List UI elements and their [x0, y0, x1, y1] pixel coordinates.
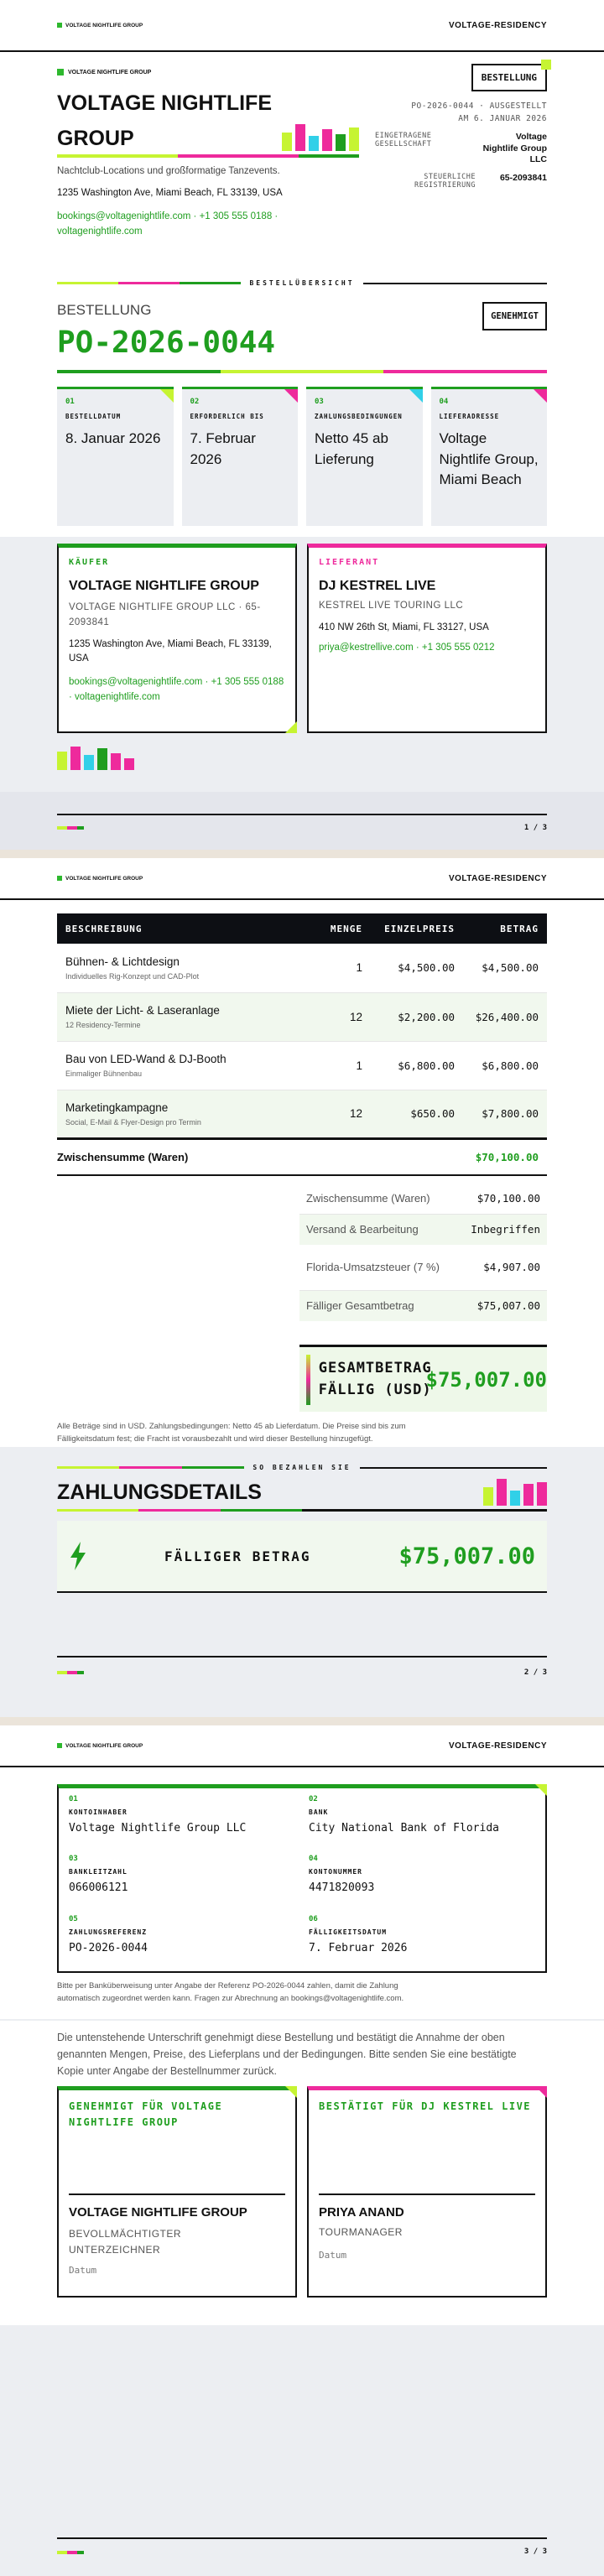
payment-equalizer: [483, 1479, 547, 1506]
card-value: Netto 45 ab Lieferung: [315, 430, 388, 467]
card-payment-terms: [306, 387, 423, 526]
brand-stripe: [57, 154, 359, 158]
col-qty: MENGE: [330, 923, 362, 934]
overview-cards: [57, 387, 547, 526]
bank-field: 02 BANK City National Bank of Florida: [309, 1795, 499, 1834]
card-order-date: [57, 387, 174, 526]
bank-details: [57, 1784, 547, 1973]
signature-date[interactable]: Datum: [319, 2250, 347, 2261]
header-tag: VOLTAGE-RESIDENCY: [448, 873, 547, 883]
due-label: FÄLLIGER BETRAG: [164, 1548, 311, 1564]
logo-square-icon: [57, 23, 62, 28]
bank-field: 03 BANKLEITZAHL 066006121: [69, 1855, 128, 1895]
item-sub: Einmaliger Bühnenbau: [65, 1069, 143, 1078]
page-3: [0, 1725, 604, 2576]
subtotal-label: Zwischensumme (Waren): [57, 1150, 189, 1163]
item-title: Bau von LED-Wand & DJ-Booth: [65, 1053, 226, 1065]
footer-rule: [57, 814, 547, 815]
bank-field: 05 ZAHLUNGSREFERENZ PO-2026-0044: [69, 1914, 148, 1954]
brand-contact: bookings@voltagenightlife.com · +1 305 555 0188 · voltagenightlife.com: [57, 211, 279, 237]
totals-row: Zwischensumme (Waren) $70,100.00: [299, 1183, 547, 1214]
item-qty: 12: [349, 1010, 362, 1023]
signature-line[interactable]: [69, 2194, 285, 2195]
card-label: ERFORDERLICH BIS: [190, 413, 264, 420]
item-amount: $6,800.00: [482, 1059, 539, 1072]
payment-title: ZAHLUNGSDETAILS: [57, 1481, 262, 1504]
signature-intro: Die untenstehende Unterschrift genehmigt diese Bestellung und bestätigt die Annahme der oben genannten Mengen, Preise, des Lieferplans und der Bedingungen. Bitte senden Sie eine bestätigte Kopie unter Angabe der Bestellnummer zurück.: [57, 2032, 517, 2077]
col-amount: BETRAG: [500, 923, 539, 934]
item-unit: $2,200.00: [398, 1010, 455, 1023]
supplier-name: DJ KESTREL LIVE: [319, 579, 436, 593]
overview-kicker: BESTELLUNG: [57, 302, 152, 318]
buyer-name: VOLTAGE NIGHTLIFE GROUP: [69, 579, 259, 593]
payment-kicker: SO BEZAHLEN SIE: [253, 1464, 351, 1471]
card-num: 03: [315, 398, 324, 406]
po-number: PO-2026-0044: [57, 325, 276, 360]
page-separator: [0, 1717, 604, 1725]
signature-box-supplier: [307, 2086, 547, 2298]
overview-divider: [57, 279, 547, 287]
signature-title: BESTÄTIGT FÜR DJ KESTREL LIVE: [319, 2100, 532, 2112]
logo-square-icon: [57, 1743, 62, 1748]
supplier-card: [307, 544, 547, 733]
buyer-card: [57, 544, 297, 733]
footer-rule: [57, 1656, 547, 1657]
table-row: [57, 944, 547, 992]
card-label: ZAHLUNGSBEDINGUNGEN: [315, 413, 403, 420]
page-number: 3 / 3: [523, 2547, 547, 2556]
page-header: [0, 0, 604, 52]
table-row: [57, 992, 547, 1041]
brand-equalizer: [282, 124, 359, 151]
subtotal-value: $70,100.00: [475, 1150, 539, 1163]
reg-label: EINGETRAGENE GESELLSCHAFT: [375, 132, 432, 148]
buyer-label: KÄUFER: [69, 558, 110, 567]
bank-field: 04 KONTONUMMER 4471820093: [309, 1855, 375, 1895]
header-tag: VOLTAGE-RESIDENCY: [448, 20, 547, 30]
supplier-contact: priya@kestrellive.com · +1 305 555 0212: [319, 643, 495, 653]
item-title: Bühnen- & Lichtdesign: [65, 955, 180, 968]
page-number: 2 / 3: [523, 1668, 547, 1677]
item-sub: Social, E-Mail & Flyer-Design pro Termin: [65, 1117, 201, 1127]
header-brand: VOLTAGE NIGHTLIFE GROUP: [65, 22, 143, 29]
table-row: [57, 1041, 547, 1090]
item-title: Miete der Licht- & Laseranlage: [65, 1004, 220, 1017]
item-qty: 1: [356, 1059, 362, 1072]
page-header: [0, 858, 604, 900]
card-value: 8. Januar 2026: [65, 430, 161, 446]
page-separator: [0, 850, 604, 858]
header-logo: [57, 876, 143, 882]
grand-total-value: $75,007.00: [425, 1367, 547, 1392]
item-title: Marketingkampagne: [65, 1101, 169, 1114]
grand-total: [299, 1345, 547, 1412]
lightning-icon: [69, 1542, 87, 1570]
brand-block: [57, 69, 359, 239]
card-label: LIEFERADRESSE: [439, 413, 500, 420]
brand-small: [57, 69, 359, 75]
totals-note: Alle Beträge sind in USD. Zahlungsbedingungen: Netto 45 ab Lieferdatum. Die Preise sind bis zum Fälligkeitsdatum fest; die Fracht ist vorausbezahlt und wird dieser Bestellung hinzugefügt.: [57, 1422, 406, 1444]
brand-title-2: GROUP: [57, 127, 134, 151]
header-logo: [57, 23, 143, 29]
payment-divider: [57, 1464, 547, 1471]
bank-field: 06 FÄLLIGKEITSDATUM 7. Februar 2026: [309, 1914, 408, 1954]
card-label: BESTELLDATUM: [65, 413, 122, 420]
line-items-table: [57, 913, 547, 1176]
col-unit: EINZELPREIS: [384, 923, 455, 934]
reg-value: Voltage Nightlife Group LLC: [482, 132, 547, 165]
card-num: 01: [65, 398, 75, 406]
table-row: [57, 1090, 547, 1138]
card-num: 04: [439, 398, 449, 406]
overview-stripe: [57, 370, 547, 373]
card-required-by: [182, 387, 299, 526]
page-number: 1 / 3: [523, 824, 547, 832]
totals-row: Fälliger Gesamtbetrag $75,007.00: [299, 1290, 547, 1321]
totals-row: Florida-Umsatzsteuer (7 %) $4,907.00: [299, 1245, 547, 1290]
signature-role: TOURMANAGER: [319, 2226, 403, 2238]
item-unit: $4,500.00: [398, 961, 455, 975]
supplier-address: 410 NW 26th St, Miami, FL 33127, USA: [319, 622, 489, 632]
item-qty: 1: [356, 961, 362, 975]
supplier-label: LIEFERANT: [319, 558, 380, 567]
tax-label: STEUERLICHE REGISTRIERUNG: [414, 172, 476, 190]
logo-square-icon: [57, 69, 64, 75]
po-badge: BESTELLUNG: [471, 64, 547, 91]
item-unit: $650.00: [410, 1107, 455, 1120]
footer-stripe: [57, 826, 84, 830]
po-meta: [375, 64, 547, 190]
card-value: 7. Februar 2026: [190, 430, 256, 467]
signature-name: VOLTAGE NIGHTLIFE GROUP: [69, 2205, 247, 2220]
buyer-contact: bookings@voltagenightlife.com · +1 305 555 0188 · voltagenightlife.com: [69, 677, 284, 703]
brand-small-name: VOLTAGE NIGHTLIFE GROUP: [68, 69, 152, 75]
payment-note: Bitte per Banküberweisung unter Angabe der Referenz PO-2026-0044 zahlen, damit die Zahlung automatisch zugeordnet werden kann. Fragen zur Abrechnung an bookings@voltagenightlife.com.: [57, 1981, 404, 2003]
supplier-legal: KESTREL LIVE TOURING LLC: [319, 601, 464, 611]
item-amount: $26,400.00: [475, 1010, 539, 1023]
header-logo: [57, 1743, 143, 1749]
overview-label: BESTELLÜBERSICHT: [249, 279, 355, 287]
card-value: Voltage Nightlife Group, Miami Beach: [439, 430, 539, 488]
col-description: BESCHREIBUNG: [65, 923, 143, 934]
signature-name: PRIYA ANAND: [319, 2205, 404, 2220]
po-date: AM 6. JANUAR 2026: [458, 114, 547, 123]
item-sub: 12 Residency-Termine: [65, 1021, 141, 1029]
card-num: 02: [190, 398, 200, 406]
signature-title: GENEHMIGT FÜR VOLTAGE NIGHTLIFE GROUP: [69, 2100, 223, 2128]
equalizer-decoration: [57, 747, 134, 770]
page-1: [0, 0, 604, 850]
item-sub: Individuelles Rig-Konzept und CAD-Plot: [65, 971, 200, 981]
header-tag: VOLTAGE-RESIDENCY: [448, 1741, 547, 1751]
header-brand: VOLTAGE NIGHTLIFE GROUP: [65, 1742, 143, 1749]
logo-square-icon: [57, 876, 62, 881]
subtotal-row: [57, 1138, 547, 1175]
signature-role: BEVOLLMÄCHTIGTER UNTERZEICHNER: [69, 2228, 182, 2256]
due-value: $75,007.00: [398, 1543, 535, 1569]
grand-total-label: GESAMTBETRAG FÄLLIG (USD): [318, 1360, 432, 1398]
tax-value: 65-2093841: [499, 172, 547, 183]
item-qty: 12: [349, 1107, 362, 1120]
buyer-address: 1235 Washington Ave, Miami Beach, FL 33139, USA: [69, 638, 272, 664]
bank-field: 01 KONTOINHABER Voltage Nightlife Group LLC: [69, 1795, 247, 1834]
signature-line[interactable]: [319, 2194, 535, 2195]
brand-tagline: Nachtclub-Locations und großformatige Tanzevents.: [57, 166, 280, 177]
brand-address: 1235 Washington Ave, Miami Beach, FL 33139, USA: [57, 188, 283, 199]
totals-row: Versand & Bearbeitung Inbegriffen: [299, 1214, 547, 1245]
status-badge: GENEHMIGT: [482, 302, 547, 330]
item-unit: $6,800.00: [398, 1059, 455, 1072]
signature-date[interactable]: Datum: [69, 2265, 97, 2276]
page-header: [0, 1725, 604, 1767]
table-header: [57, 913, 547, 944]
footer-stripe: [57, 1671, 84, 1674]
footer-stripe: [57, 2551, 84, 2554]
payment-due-box: [57, 1521, 547, 1593]
item-amount: $4,500.00: [482, 961, 539, 975]
po-line: PO-2026-0044 · AUSGESTELLT: [411, 101, 547, 111]
item-amount: $7,800.00: [482, 1107, 539, 1120]
totals-table: [299, 1183, 547, 1321]
buyer-legal: VOLTAGE NIGHTLIFE GROUP LLC · 65-2093841: [69, 602, 261, 627]
signature-box-buyer: [57, 2086, 297, 2298]
card-delivery-address: [431, 387, 548, 526]
page-2: [0, 858, 604, 1717]
footer-rule: [57, 2537, 547, 2539]
header-brand: VOLTAGE NIGHTLIFE GROUP: [65, 875, 143, 882]
brand-title: VOLTAGE NIGHTLIFE: [57, 91, 273, 115]
